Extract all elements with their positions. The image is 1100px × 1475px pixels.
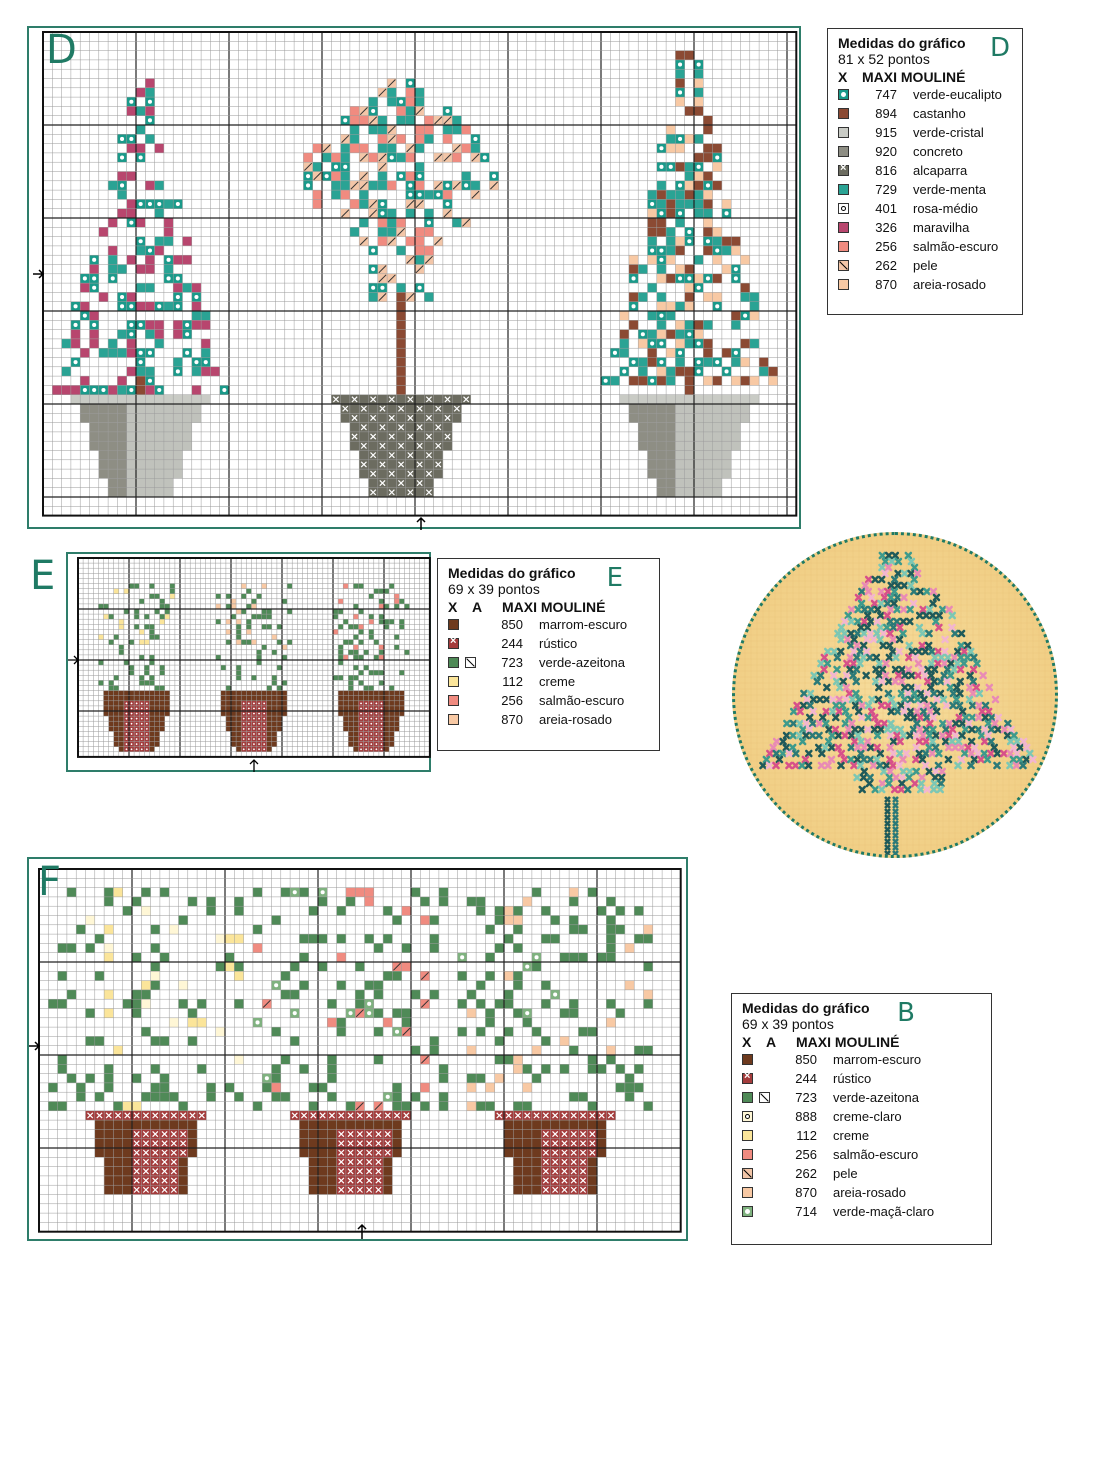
legend-row bbox=[838, 275, 1012, 294]
thread-code: 870 bbox=[875, 277, 897, 292]
thread-code: 244 bbox=[795, 1071, 817, 1086]
legend-row bbox=[448, 634, 649, 653]
backstitch-icon bbox=[465, 657, 476, 668]
legend-row bbox=[448, 672, 649, 691]
legend-row bbox=[838, 104, 1012, 123]
legend-row bbox=[742, 1069, 981, 1088]
panel-letter-d: D bbox=[46, 27, 77, 73]
thread-name: salmão-escuro bbox=[539, 693, 625, 708]
legend-e bbox=[437, 558, 660, 751]
legend-rows bbox=[448, 615, 649, 729]
color-swatch bbox=[742, 1168, 753, 1179]
thread-name: verde-eucalipto bbox=[913, 87, 1002, 102]
legend-row bbox=[838, 237, 1012, 256]
thread-code: 256 bbox=[875, 239, 897, 254]
thread-name: areia-rosado bbox=[539, 712, 612, 727]
color-swatch bbox=[742, 1187, 753, 1198]
center-arrow-left bbox=[33, 270, 43, 278]
legend-d bbox=[827, 28, 1023, 315]
center-arrow-left bbox=[68, 656, 78, 664]
thread-code: 262 bbox=[795, 1166, 817, 1181]
thread-name: creme-claro bbox=[833, 1109, 902, 1124]
thread-code: 256 bbox=[501, 693, 523, 708]
color-swatch bbox=[838, 108, 849, 119]
backstitch-slot bbox=[753, 1092, 775, 1103]
thread-code: 112 bbox=[502, 674, 523, 689]
thread-name: alcaparra bbox=[913, 163, 968, 178]
thread-name: rústico bbox=[833, 1071, 872, 1086]
thread-code: 244 bbox=[501, 636, 523, 651]
legend-title: Medidas do gráfico bbox=[838, 35, 966, 51]
thread-code: 729 bbox=[875, 182, 897, 197]
brand-name: MAXI MOULINÉ bbox=[502, 599, 606, 615]
panel-letter-f: F bbox=[38, 859, 62, 905]
column-x: X bbox=[448, 599, 458, 615]
thread-code: 112 bbox=[796, 1128, 817, 1143]
color-swatch bbox=[838, 241, 849, 252]
legend-row bbox=[838, 180, 1012, 199]
thread-name: verde-maçã-claro bbox=[833, 1204, 935, 1219]
stitched-tree bbox=[735, 535, 1058, 858]
chart-panel-e bbox=[66, 552, 431, 772]
legend-rows bbox=[838, 85, 1012, 294]
legend-row bbox=[838, 123, 1012, 142]
legend-row bbox=[742, 1164, 981, 1183]
thread-code: 723 bbox=[501, 655, 523, 670]
stitch-grid-d bbox=[29, 28, 803, 531]
legend-row bbox=[742, 1126, 981, 1145]
thread-name: marrom-escuro bbox=[833, 1052, 922, 1067]
center-arrow-bottom bbox=[417, 518, 425, 530]
thread-name: castanho bbox=[913, 106, 966, 121]
thread-name: pele bbox=[833, 1166, 858, 1181]
color-swatch bbox=[838, 146, 849, 157]
legend-row bbox=[838, 142, 1012, 161]
thread-name: verde-menta bbox=[913, 182, 986, 197]
legend-row bbox=[742, 1107, 981, 1126]
legend-row bbox=[448, 710, 649, 729]
thread-name: verde-azeitona bbox=[833, 1090, 919, 1105]
chart-panel-d bbox=[27, 26, 801, 529]
color-swatch bbox=[838, 279, 849, 290]
color-swatch bbox=[448, 695, 459, 706]
legend-size: 69 x 39 pontos bbox=[448, 581, 540, 597]
color-swatch bbox=[448, 619, 459, 630]
color-swatch bbox=[448, 714, 459, 725]
thread-code: 850 bbox=[501, 617, 523, 632]
thread-code: 870 bbox=[501, 712, 523, 727]
color-swatch bbox=[838, 203, 849, 214]
chart-panel-f bbox=[27, 857, 688, 1241]
color-swatch bbox=[838, 222, 849, 233]
legend-letter: D bbox=[989, 33, 1010, 63]
legend-row bbox=[448, 615, 649, 634]
stitched-tree-image bbox=[735, 535, 1058, 858]
column-a: A bbox=[472, 599, 483, 615]
legend-size: 81 x 52 pontos bbox=[838, 51, 930, 67]
color-swatch bbox=[448, 676, 459, 687]
color-swatch bbox=[742, 1092, 753, 1103]
backstitch-icon bbox=[759, 1092, 770, 1103]
thread-code: 894 bbox=[875, 106, 897, 121]
legend-row bbox=[742, 1088, 981, 1107]
color-swatch bbox=[838, 184, 849, 195]
thread-name: areia-rosado bbox=[833, 1185, 906, 1200]
thread-name: salmão-escuro bbox=[833, 1147, 919, 1162]
column-x: X bbox=[742, 1034, 752, 1050]
thread-code: 915 bbox=[875, 125, 897, 140]
legend-header bbox=[838, 69, 1012, 85]
legend-header bbox=[448, 599, 649, 615]
thread-name: salmão-escuro bbox=[913, 239, 999, 254]
color-swatch bbox=[742, 1111, 753, 1122]
thread-name: creme bbox=[539, 674, 576, 689]
legend-row bbox=[838, 218, 1012, 237]
legend-row bbox=[742, 1183, 981, 1202]
thread-code: 326 bbox=[875, 220, 897, 235]
thread-name: verde-azeitona bbox=[539, 655, 625, 670]
column-x: X bbox=[838, 69, 848, 85]
thread-name: marrom-escuro bbox=[539, 617, 628, 632]
thread-code: 723 bbox=[795, 1090, 817, 1105]
legend-letter: B bbox=[897, 998, 915, 1028]
thread-name: concreto bbox=[913, 144, 963, 159]
panel-letter-e: E bbox=[30, 553, 56, 599]
color-swatch bbox=[742, 1149, 753, 1160]
legend-row bbox=[838, 199, 1012, 218]
thread-name: verde-cristal bbox=[913, 125, 984, 140]
color-swatch bbox=[448, 657, 459, 668]
thread-code: 401 bbox=[875, 201, 897, 216]
thread-name: maravilha bbox=[913, 220, 970, 235]
color-swatch bbox=[838, 89, 849, 100]
thread-name: pele bbox=[913, 258, 938, 273]
column-a: A bbox=[766, 1034, 777, 1050]
legend-rows bbox=[742, 1050, 981, 1221]
thread-code: 920 bbox=[875, 144, 897, 159]
brand-name: MAXI MOULINÉ bbox=[862, 69, 966, 85]
legend-letter: E bbox=[606, 563, 623, 593]
legend-row bbox=[742, 1202, 981, 1221]
legend-row bbox=[838, 161, 1012, 180]
stitch-grid-f bbox=[29, 859, 690, 1243]
center-arrow-bottom bbox=[250, 760, 258, 772]
brand-name: MAXI MOULINÉ bbox=[796, 1034, 900, 1050]
center-arrow-left bbox=[29, 1042, 39, 1050]
thread-code: 870 bbox=[795, 1185, 817, 1200]
thread-code: 714 bbox=[795, 1204, 817, 1219]
legend-row bbox=[838, 256, 1012, 275]
legend-row bbox=[448, 691, 649, 710]
stitch-grid-e bbox=[68, 554, 433, 774]
color-swatch bbox=[742, 1206, 753, 1217]
thread-name: rosa-médio bbox=[913, 201, 979, 216]
legend-row bbox=[742, 1145, 981, 1164]
color-swatch bbox=[838, 260, 849, 271]
color-swatch bbox=[838, 165, 849, 176]
legend-header bbox=[742, 1034, 981, 1050]
color-swatch bbox=[838, 127, 849, 138]
thread-code: 256 bbox=[795, 1147, 817, 1162]
thread-name: rústico bbox=[539, 636, 578, 651]
color-swatch bbox=[742, 1073, 753, 1084]
legend-title: Medidas do gráfico bbox=[448, 565, 576, 581]
color-swatch bbox=[448, 638, 459, 649]
thread-code: 816 bbox=[875, 163, 897, 178]
thread-name: areia-rosado bbox=[913, 277, 986, 292]
legend-title: Medidas do gráfico bbox=[742, 1000, 870, 1016]
color-swatch bbox=[742, 1130, 753, 1141]
legend-row bbox=[742, 1050, 981, 1069]
thread-code: 888 bbox=[795, 1109, 817, 1124]
legend-size: 69 x 39 pontos bbox=[742, 1016, 834, 1032]
thread-code: 747 bbox=[875, 87, 897, 102]
legend-row bbox=[838, 85, 1012, 104]
thread-code: 262 bbox=[875, 258, 897, 273]
thread-name: creme bbox=[833, 1128, 870, 1143]
stitched-sample-photo bbox=[732, 532, 1058, 858]
legend-b bbox=[731, 993, 992, 1245]
backstitch-slot bbox=[459, 657, 481, 668]
thread-code: 850 bbox=[795, 1052, 817, 1067]
legend-row bbox=[448, 653, 649, 672]
color-swatch bbox=[742, 1054, 753, 1065]
